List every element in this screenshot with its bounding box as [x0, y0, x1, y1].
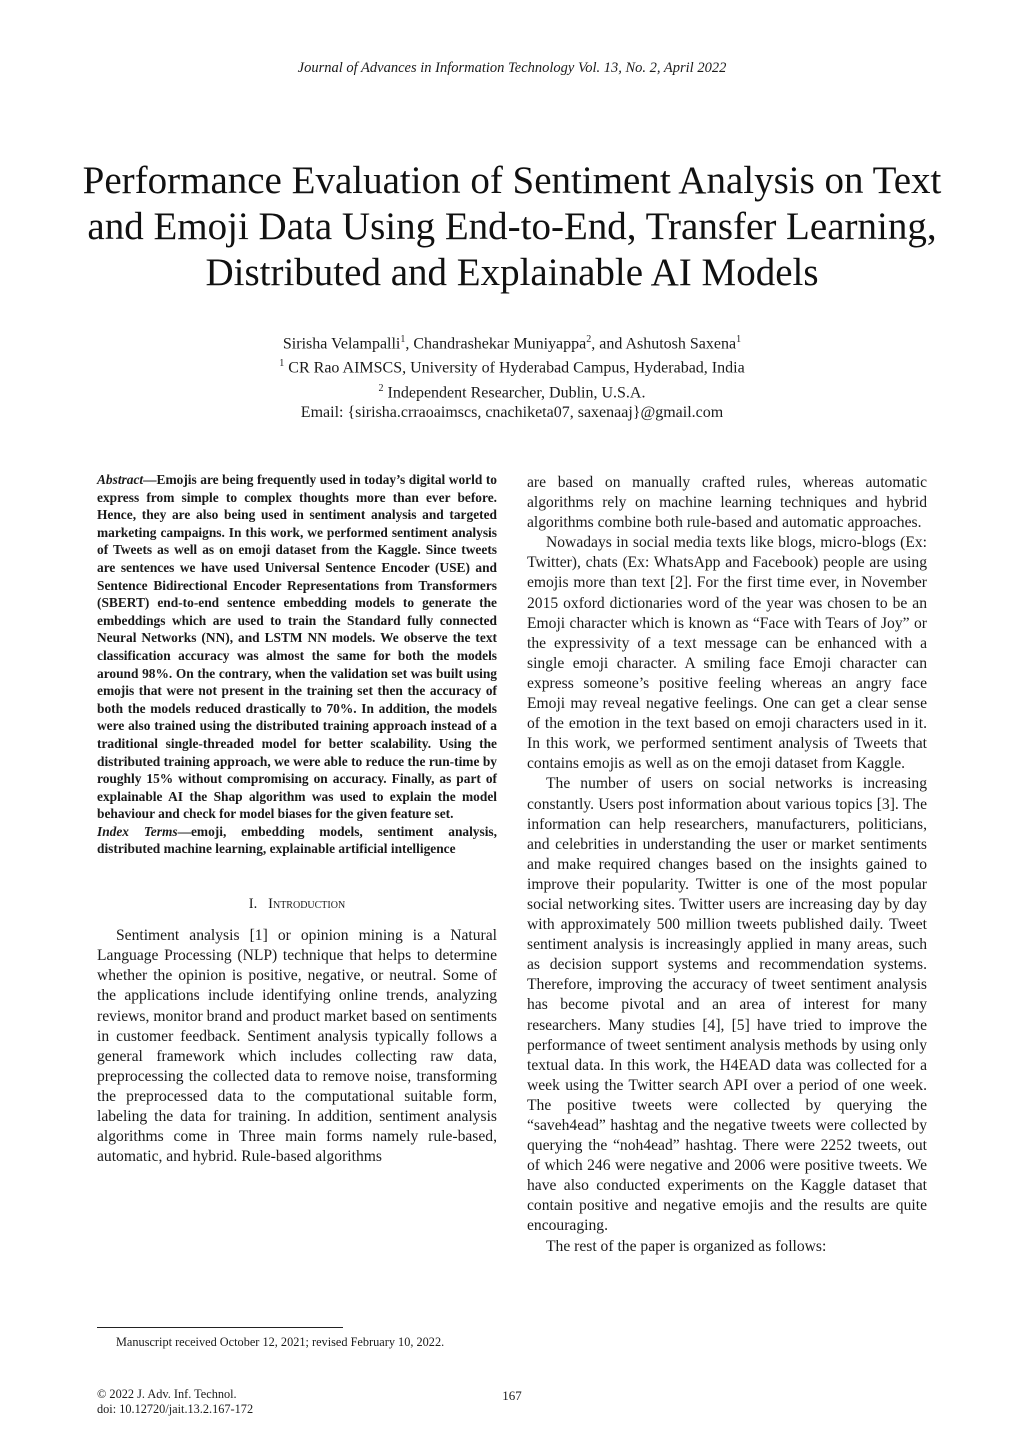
affiliation-sup: 1 — [279, 358, 285, 370]
author-email: Email: {sirisha.crraoaimscs, cnachiketa07, saxenaaj}@gmail.com — [300, 403, 724, 421]
left-column — [97, 471, 497, 1167]
intro-paragraph: Nowadays in social media texts like blogs, micro-blogs (Ex: Twitter), chats (Ex: WhatsApp and Facebook) people are using emojis more than text [2]. For the first time ever, in November 2015 oxford dictionaries word of the year was chosen to be an Emoji character which is known as “Face with Tears of Joy” or the expressivity of a text message can be enhanced with a single emoji character. A smiling face Emoji character can express someone’s positive feeling whereas an angry face Emoji may reveal negative feelings. One can get a clear sense of the emotion in the text based on emoji characters used in it. In this work, we performed sentiment analysis of Tweets that contains emojis as well as on the emoji dataset from Kaggle. — [527, 534, 927, 773]
affiliation-text: CR Rao AIMSCS, University of Hyderabad Campus, Hyderabad, India — [284, 359, 745, 377]
journal-header: Journal of Advances in Information Technology Vol. 13, No. 2, April 2022 — [297, 60, 727, 76]
author-separator: , — [405, 335, 414, 353]
index-terms-text: emoji, embedding models, sentiment analysis, distributed machine learning, explainable artificial intelligence — [97, 823, 497, 857]
affiliation-text: Independent Researcher, Dublin, U.S.A. — [383, 383, 646, 401]
paper-title: Performance Evaluation of Sentiment Analysis on Text and Emoji Data Using End-to-End, Transfer Learning, Distributed and Explainable AI Models — [82, 159, 942, 294]
copyright: © 2022 J. Adv. Inf. Technol. — [97, 1387, 237, 1401]
author-block — [0, 330, 1024, 423]
abstract-dash: — — [143, 472, 157, 487]
intro-paragraph-continuation: are based on manually crafted rules, whereas automatic algorithms rely on machine learning techniques and hybrid algorithms combine both rule-based and automatic approaches. — [527, 474, 927, 532]
author-affiliation-sup: 1 — [736, 334, 742, 345]
affiliation-2 — [0, 379, 1024, 403]
section-title: Introduction — [268, 896, 346, 913]
affiliation-1 — [0, 354, 1024, 378]
index-terms-dash: — — [177, 823, 191, 839]
author-name: Ashutosh Saxena — [625, 335, 737, 353]
author-separator: , and — [591, 335, 626, 353]
section-heading-introduction — [97, 894, 497, 914]
intro-paragraph: Sentiment analysis [1] or opinion mining is a Natural Language Processing (NLP) technique that helps to determine whether the opinion is positive, negative, or neutral. Some of the applications include identifying online trends, analyzing reviews, monitor brand and product market based on sentiments in customer feedback. Sentiment analysis typically follows a general framework which includes collecting raw data, preprocessing the collected data to remove noise, transforming the preprocessed data to the computational suitable form, labeling the data for training. In addition, sentiment analysis algorithms come in Three main forms namely rule-based, automatic, and hybrid. Rule-based algorithms — [97, 927, 497, 1166]
section-number: I. — [248, 896, 258, 913]
doi: doi: 10.12720/jait.13.2.167-172 — [97, 1402, 254, 1416]
author-names — [0, 330, 1024, 354]
author-affiliation-sup: 1 — [400, 334, 406, 345]
index-terms-label: Index Terms — [97, 823, 178, 839]
author-name: Sirisha Velampalli — [282, 335, 401, 353]
affiliation-sup: 2 — [378, 382, 384, 394]
author-name: Chandrashekar Muniyappa — [413, 335, 587, 353]
abstract-text: Emojis are being frequently used in today’s digital world to express from simple to complex thoughts more than ever before. Hence, they are also being used in sentiment analysis and targeted marketing campaigns. In this work, we performed sentiment analysis of Tweets as well as on emoji dataset from the Kaggle. Since tweets are sentences we have used Universal Sentence Encoder (USE) and Sentence Bidirectional Encoder Representations from Transformers (SBERT) end-to-end sentence embedding models to generate the embeddings which are used to train the Standard fully connected Neural Networks (NN), and LSTM NN models. We observe the text classification accuracy was almost the same for both the models around 98%. On the contrary, when the validation set was built using emojis that were not present in the training set then the accuracy of both the models reduced drastically to 70%. In addition, the models were also trained using the distributed training approach instead of a traditional single-threaded model for better scalability. Using the distributed training approach, we were able to reduce the run-time by roughly 15% without compromising on accuracy. Finally, as part of explainable AI the Shap algorithm was used to explain the model behaviour and check for model biases for the given feature set. — [97, 472, 497, 822]
abstract-label: Abstract — [97, 472, 144, 487]
footnote-rule — [97, 1327, 343, 1328]
author-affiliation-sup: 2 — [586, 334, 592, 345]
page-number: 167 — [502, 1388, 522, 1403]
intro-paragraph: The number of users on social networks is increasing constantly. Users post information about various topics [3]. The information can help researchers, manufacturers, politicians, and celebrities in understanding the user or market sentiments and make required changes based on the insights gained to improve their popularity. Twitter is one of the most popular social networking sites. Twitter users are increasing day by day with approximately 500 million tweets published daily. Tweet sentiment analysis is increasingly applied in many areas, such as decision support systems and recommendation systems. Therefore, improving the accuracy of tweet sentiment analysis has become pivotal and an area of interest for many researchers. Many studies [4], [5] have tried to improve the performance of tweet sentiment analysis methods by using only textual data. In this work, the H4EAD data was collected for a week using the Twitter search API over a period of one week. The positive tweets were collected by querying the “saveh4ead” hashtag and the negative tweets were collected by querying the “noh4ead” hashtag. There were 2252 tweets, out of which 246 were negative and 2006 were positive tweets. We have also conducted experiments on the Kaggle dataset that contain positive and negative emojis and the results are quite encouraging. — [527, 775, 927, 1235]
right-column — [527, 473, 927, 1257]
abstract — [97, 471, 497, 823]
intro-paragraph: The rest of the paper is organized as follows: — [546, 1237, 827, 1255]
manuscript-footnote: Manuscript received October 12, 2021; revised February 10, 2022. — [116, 1335, 445, 1349]
index-terms — [97, 823, 497, 858]
